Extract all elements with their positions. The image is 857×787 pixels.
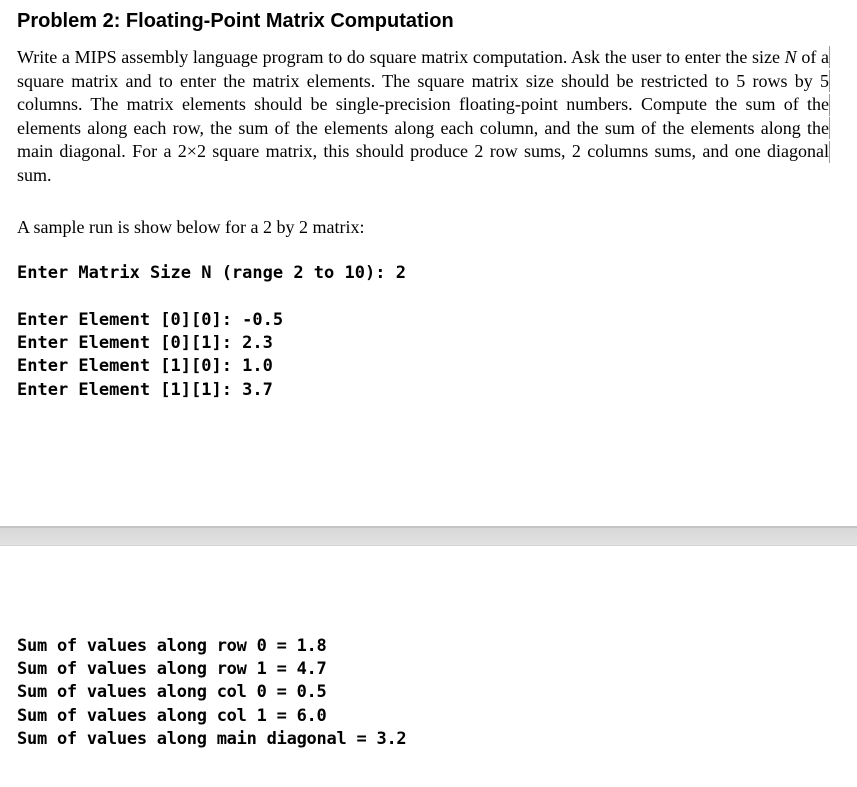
result-line: Sum of values along row 0 = 1.8 (17, 636, 327, 656)
page-edge-line (829, 94, 830, 116)
description-line: sum of the elements along the main diagonal. For a 2×2 square matrix, this should produce 2 row sums, (17, 117, 829, 161)
size-prompt-line: Enter Matrix Size N (range 2 to 10): 2 (17, 263, 406, 283)
page-edge-line (829, 141, 830, 163)
description-line: Compute the sum of the elements along each row, the sum of the elements along each column, and the (17, 94, 829, 138)
result-line: Sum of values along col 0 = 0.5 (17, 682, 327, 703)
element-prompt-line: Enter Element [1][1]: 3.7 (17, 379, 273, 400)
element-prompts (17, 309, 283, 402)
problem-description (17, 46, 829, 187)
element-prompt-line: Enter Element [1][0]: 1.0 (17, 356, 273, 377)
matrix-size-variable: N (784, 47, 797, 67)
problem-heading: Problem 2: Floating-Point Matrix Computation (17, 10, 454, 32)
description-line: size N of a square matrix and to enter the matrix elements. The square matrix size should be restricted (17, 47, 829, 91)
sum-results (17, 635, 406, 751)
result-line: Sum of values along main diagonal = 3.2 (17, 728, 407, 749)
page-break-band (0, 526, 857, 546)
page-edge-line (829, 70, 830, 92)
description-line: Write a MIPS assembly language program to do square matrix computation. Ask the user to enter the (17, 47, 748, 67)
description-line: 2 columns sums, and one diagonal sum. (17, 141, 830, 185)
result-line: Sum of values along row 1 = 4.7 (17, 659, 327, 680)
page-edge-line (829, 117, 830, 139)
sample-intro: A sample run is show below for a 2 by 2 matrix: (17, 217, 365, 237)
description-line: to 5 rows by 5 columns. The matrix elements should be single-precision floating-point numbers. (17, 70, 829, 114)
result-line: Sum of values along col 1 = 6.0 (17, 705, 327, 726)
element-prompt-line: Enter Element [0][1]: 2.3 (17, 333, 273, 354)
page-edge-line (829, 46, 830, 68)
element-prompt-line: Enter Element [0][0]: -0.5 (17, 310, 284, 330)
